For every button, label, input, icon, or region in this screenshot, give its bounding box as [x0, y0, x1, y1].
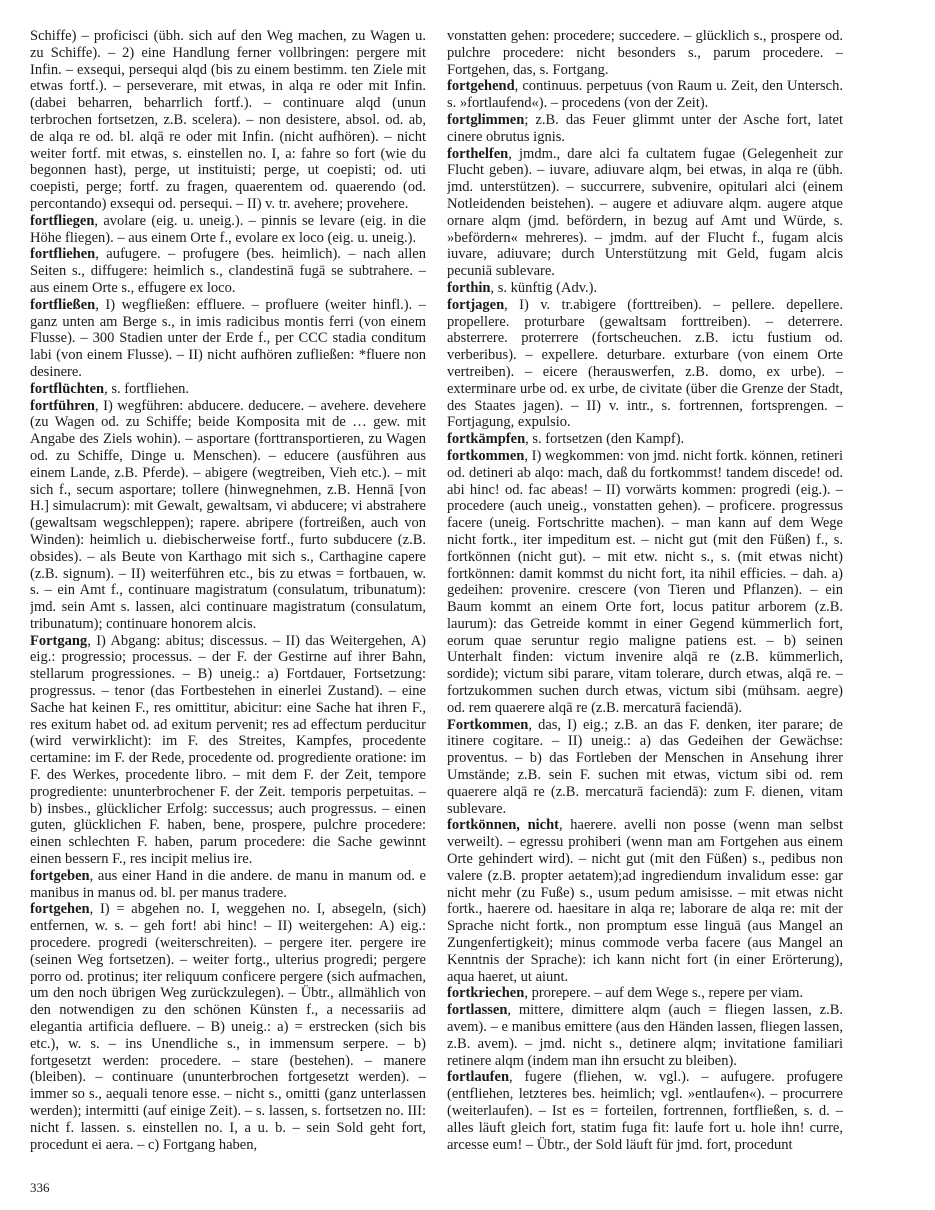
- entry-text: , s. fortsetzen (den Kampf).: [525, 431, 685, 448]
- dictionary-entry: [447, 431, 843, 448]
- entry-headword: fortführen: [30, 397, 95, 414]
- entry-text: , I) wegfließen: effluere. – profluere (weiter hinfl.). – ganz unten am Berge s., in imis radicibus montis ferri (von einem Flusse). – 300 Stadien unter der Erde f., per CCC stadia conditum labi (von einem Flusse). – II) nicht aufhören zufließen: *fluere non desinere.: [30, 296, 426, 380]
- dictionary-entry: [447, 297, 843, 431]
- entry-headword: forthelfen: [447, 145, 509, 162]
- entry-text: ; z.B. das Feuer glimmt unter der Asche fort, latet cinere obrutus ignis.: [447, 111, 843, 145]
- dictionary-entry: [30, 868, 426, 902]
- dictionary-entry: [447, 1002, 843, 1069]
- entry-text: , jmdm., dare alci fa cultatem fugae (Gelegenheit zur Flucht geben). – iuvare, adiuvare alqm, bei etwas, in alqa re (übh. jmd. unterstützen). – succurrere, subvenire, opitulari alci (einem Notleidenden beistehen). – augere et adiuvare alqm. augere atque ornare alqm (jmd. befördern, in bezug auf Amt und Würde, s. »befördern« mehreres). – jmdm. auf der Flucht f., fugam alcis iuvare, adiuvare; durch Unterstützung mit Geld, fugam alcis pecuniā sublevare.: [447, 145, 843, 280]
- entry-headword: forthin: [447, 279, 491, 296]
- dictionary-entry: [447, 146, 843, 280]
- dictionary-entry: [447, 28, 843, 78]
- dictionary-entry: [447, 985, 843, 1002]
- entry-text: , s. fortfliehen.: [104, 380, 190, 397]
- right-column: [447, 28, 843, 1178]
- dictionary-entry: [447, 717, 843, 818]
- entry-text: , I) Abgang: abitus; discessus. – II) das Weitergehen, A) eig.: progressio; processus. – der F. der Gestirne auf ihrer Bahn, stellarum progressiones. – B) uneig.: a) Fortdauer, Fortsetzung: progressus. – tenor (das Fortbestehen in einerlei Zustand). – eine Sache hat keinen F., res omittitur, abicitur: eine Sache hat ihren F., res exitum habet od. ad exitum pervenit; res ad effectum perducitur (wird verwirklicht): im F. des Streites, Kampfes, procedente certamine: im F. der Rede, procedente od. progrediente oratione: im F. des Werkes, procedente libro. – mit dem F. der Zeit, tempore progrediente: ununterbrochener F. der Zeit. temporis perpetuitas. – b) insbes., glücklicher Erfolg: successus; auch progressus. – einen guten, glücklichen F. haben, bene, prospere, pulchre procedere: einen schlechten F. haben, parum procedere: die Sache gewinnt einen bessern F., res incipit melius ire.: [30, 632, 426, 868]
- dictionary-entry: [30, 213, 426, 247]
- entry-headword: fortkönnen, nicht: [447, 817, 559, 834]
- entry-headword: fortkämpfen: [447, 431, 526, 448]
- entry-headword: fortgehen: [30, 901, 90, 918]
- entry-text: , I) wegführen: abducere. deducere. – avehere. devehere (zu Wagen od. zu Schiffe; beide Komposita mit de … gew. mit Angabe des Ziels wohin). – asportare (forttransportieren, zu Wagen od. zu Schiffe, Dinge u. Menschen). – educere (ausführen aus einem Lande, z.B. Pferde). – abigere (wegtreiben, Vieh etc.). – mit sich f., secum asportare; tollere (hinwegnehmen, z.B. Hennā [von H.] simulacrum): mit Gewalt, gewaltsam, vi abducere; vi abstrahere (gewaltsam wegschleppen); rapere. abripere (fortreißen, auch von Winden): heimlich u. diebischerweise fortf., furto subducere (z.B. obsides). – als Beute von Karthago mit sich s., Carthagine capere (z.B. signum). – II) weiterführen etc., bis zu etwas = fortbauen, w. s. – ein Amt f., continuare magistratum (consulatum, tribunatum): jmd. sein Amt s. lassen, alci continuare magistratum (consulatum, tribunatum); continuare honorem alcis.: [30, 397, 426, 632]
- entry-headword: Fortkommen: [447, 716, 529, 733]
- entry-text: , I) v. tr.abigere (forttreiben). – pellere. depellere. propellere. proturbare (gewaltsam forttreiben). – deterrere. absterrere. proterrere (fortscheuchen. z.B. ictu fustium od. verberibus). – expellere. deturbare. exturbare (von einem Orte vertreiben). – eicere (herauswerfen, z.B. domo, ex urbe). – exterminare urbe od. ex urbe, de civitate (über die Grenze der Stadt, des Staates jagen). – II) v. intr., s. fortrennen, fortsprengen. – Fortjagung, expulsio.: [447, 296, 843, 431]
- entry-text: , I) wegkommen: von jmd. nicht fortk. können, retineri od. detineri ab alqo: mach, daß du fortkommst! tandem discede! od. abi hinc! od. fac abeas! – II) vorwärts kommen: progredi (eig.). – procedere (auch uneig., vonstatten gehen). – proficere. progressus facere (uneig. Fortschritte machen). – man kann auf dem Wege nicht fortk., iter impeditum est. – nicht gut (mit den Füßen) f., s. fortkönnen (nicht gut). – mit etw. nicht s., s. (mit etwas nicht) fortkönnen: damit kommst du nicht fort, ita nihil efficies. – dah. a) gedeihen: provenire. crescere (von Tieren und Pflanzen). – ein Baum kommt an einem Orte fort, locus patitur arborem (z.B. laurum): das Getreide kommt in einer Gegend kümmerlich fort, eorum quae seruntur regio maligne patiens est. – b) seinen Unterhalt finden: victum invenire alqā re (z.B. kümmerlich, sordide); victum sibi parare, vitam tolerare, durch etwas, alqā re. – fortzukommen suchen durch etwas, victum sibi (mühsam. aegre) od. rem quaerere alqā re (z.B. mercaturā faciendā).: [447, 447, 843, 716]
- dictionary-entry: [30, 28, 426, 213]
- entry-headword: fortgeben: [30, 867, 90, 884]
- left-column: [30, 28, 426, 1178]
- entry-text: , aus einer Hand in die andere. de manu in manum od. e manibus in manus od. bl. per manus tradere.: [30, 867, 426, 901]
- entry-headword: fortflüchten: [30, 380, 105, 397]
- entry-headword: Fortgang: [30, 632, 88, 649]
- entry-text: , haerere. avelli non posse (wenn man selbst verweilt). – egressu prohiberi (wenn man am Fortgehen aus einem Orte gehindert wird). – nicht gut (mit den Füßen) s., pedibus non valere (z.B. propter aetatem);ad ingrediendum invalidum esse: gar nicht mehr (zu Fuße) s., usum pedum amisisse. – mit etwas nicht fortk., haerere od. haesitare in alqa re; laborare de alqa re: mit der Sprache nicht fortk., non promptum esse linguā (aus Mangel an Zungenfertigkeit); minus commode verba facere (aus Mangel an Kenntnis der Sprache): ich kann nicht fort (in einer Erörterung), aqua haeret, ut aiunt.: [447, 817, 843, 985]
- entry-headword: fortkriechen: [447, 985, 525, 1002]
- dictionary-entry: [447, 280, 843, 297]
- dictionary-entry: [30, 901, 426, 1153]
- entry-headword: fortfliehen: [30, 246, 96, 263]
- entry-text: , I) = abgehen no. I, weggehen no. I, absegeln, (sich) entfernen, w. s. – geh fort! abi hinc! – II) weitergehen: A) eig.: procedere. progredi (weiterschreiten). – pergere iter. pergere ire (seinen Weg fortsetzen). – weiter fortg., ulterius progredi; pergere porro od. protinus; iter reliquum conficere pergere (sich aufmachen, um den noch übrigen Weg zurückzulegen). – Übtr., allmählich von den notwendigen zu den schönen Künsten f., a necessariis ad elegantia artificia defluere. – B) uneig.: a) = erstrecken (sich bis etc.), w. s. – ins Unendliche s., in immensum serpere. – b) fortgesetzt werden: procedere. – stare (bestehen). – manere (bleiben). – continuare (ununterbrochen fortgesetzt werden). – immer so s., aequali tenore esse. – nicht s., omitti (ganz unterlassen werden); intermitti (auf einige Zeit). – s. lassen, s. fortsetzen no. III: nicht f. lassen. s. einstellen no. I, a u. b. – sein Sold geht fort, procedunt ei aera. – c) Fortgang haben,: [30, 901, 426, 1153]
- entry-headword: fortkommen: [447, 447, 525, 464]
- entry-headword: fortfließen: [30, 296, 96, 313]
- entry-text: , continuus. perpetuus (von Raum u. Zeit, den Untersch. s. »fortlaufend«). – procedens (von der Zeit).: [447, 78, 843, 112]
- entry-headword: fortgehend: [447, 78, 515, 95]
- dictionary-entry: [30, 381, 426, 398]
- entry-headword: fortjagen: [447, 296, 505, 313]
- entry-text: , s. künftig (Adv.).: [490, 279, 598, 296]
- entry-text: , fugere (fliehen, w. vgl.). – aufugere. profugere (entfliehen, letzteres bes. heimlich; vgl. »entlaufen«). – procurrere (weiterlaufen). – Ist es = forteilen, fortrennen, fortfließen, s. d. – alles läuft gleich fort, statim fuga fit: laufe fort u. hole ihn! curre, arcesse eum! – Übtr., der Sold läuft für jmd. fort, procedunt: [447, 1069, 843, 1153]
- entry-headword: fortfliegen: [30, 212, 95, 229]
- entry-text: , prorepere. – auf dem Wege s., repere per viam.: [524, 985, 804, 1002]
- entry-text: , das, I) eig.; z.B. an das F. denken, iter parare; de itinere cogitare. – II) uneig.: a) das Gedeihen der Gewächse: proventus. – b) das Fortleben der Menschen in Ansehung ihrer Umstände; z.B. sein F. suchen mit etwas, victum sibi od. rem quaerere alqā re (z.B. mercaturā faciendā): zum F. dienen, vitam sublevare.: [447, 716, 843, 817]
- entry-text: , aufugere. – profugere (bes. heimlich). – nach allen Seiten s., diffugere: heimlich s., clandestinā fugā se subtrahere. – aus einem Orte s., effugere ex loco.: [30, 246, 426, 296]
- entry-headword: fortlaufen: [447, 1069, 510, 1086]
- entry-headword: fortlassen: [447, 1002, 508, 1019]
- dictionary-entry: [30, 297, 426, 381]
- dictionary-entry: [447, 448, 843, 717]
- dictionary-entry: [447, 112, 843, 146]
- entry-text: vonstatten gehen: procedere; succedere. – glücklich s., prospere od. pulchre procedere: nicht besonders s., parum procedere. – Fortgehen, das, s. Fortgang.: [447, 28, 843, 78]
- dictionary-entry: [447, 78, 843, 112]
- entry-headword: fortglimmen: [447, 111, 525, 128]
- page-number: 336: [30, 1180, 50, 1195]
- entry-text: , mittere, dimittere alqm (auch = fliegen lassen, z.B. avem). – e manibus emittere (aus den Händen lassen, fliegen lassen, z.B. avem). – jmd. nicht s., detinere alqm; invitatione familiari retinere alqm (indem man ihn ersucht zu bleiben).: [447, 1002, 843, 1069]
- dictionary-page: [30, 28, 910, 1178]
- dictionary-entry: [30, 246, 426, 296]
- entry-text: Schiffe) – proficisci (übh. sich auf den Weg machen, zu Wagen u. zu Schiffe). – 2) eine Handlung ferner vollbringen: pergere mit Infin. – exsequi, persequi alqd (bis zu einem bestimm. ten Ziele mit etwas fortf.). – perseverare, mit etwas, in alqa re oder mit Infin. (dabei beharren, beharrlich fortf.). – continuare alqd (unun terbrochen fortsetzen, z.B. scelera). – non desistere, absol. od. ab, de alqa re od. bl. alqā re oder mit Infin. (nicht aufhören). – nicht weiter fortf. mit etwas, s. einstellen no. I, a: fahre so fort (wie du begonnen hast), perge, ut instituisti; perge, ut coepisti; od. uti coepisti, perge; fortf. zu fragen, quaerentem od. quaerendo (od. percontando) exsequi od. persequi. – II) v. tr. avehere; provehere.: [30, 28, 426, 212]
- dictionary-entry: [30, 633, 426, 868]
- dictionary-entry: [447, 1069, 843, 1153]
- dictionary-entry: [447, 817, 843, 985]
- dictionary-entry: [30, 398, 426, 633]
- entry-text: , avolare (eig. u. uneig.). – pinnis se levare (eig. in die Höhe fliegen). – aus einem Orte f., evolare ex loco (eig. u. uneig.).: [30, 212, 426, 246]
